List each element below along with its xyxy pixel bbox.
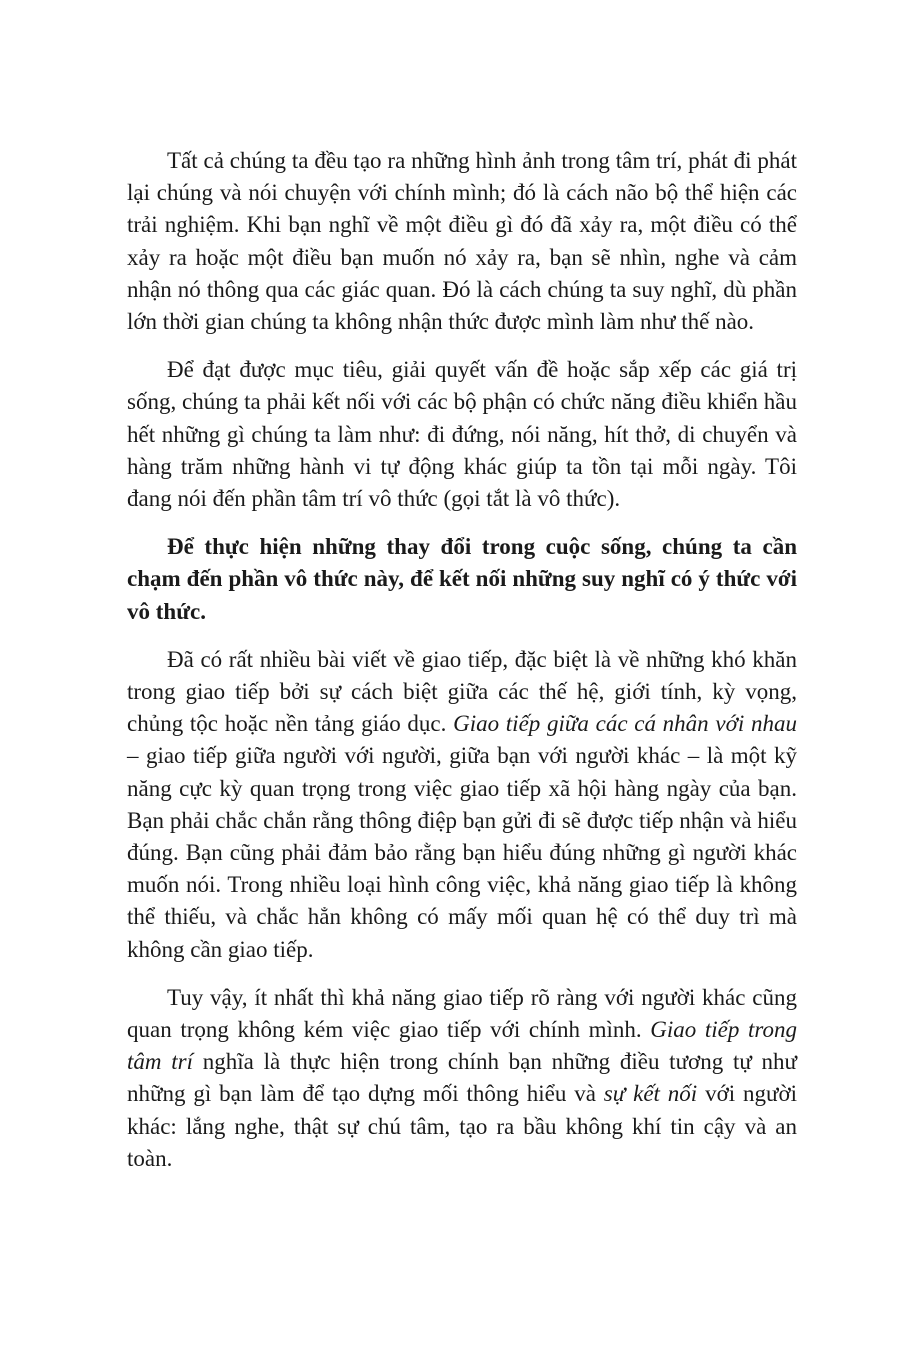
paragraph-1-text: Tất cả chúng ta đều tạo ra những hình ảnh trong tâm trí, phát đi phát lại chúng và nói chuyện với chính mình; đó là cách não bộ thể hiện các trải nghiệm. Khi bạn nghĩ về một điều gì đó đã xảy ra, một điều có thể xảy ra hoặc một điều bạn muốn nó xảy ra, bạn sẽ nhìn, nghe và cảm nhận nó thông qua các giác quan. Đó là cách chúng ta suy nghĩ, dù phần lớn thời gian chúng ta không nhận thức được mình làm như thế nào.: [127, 148, 797, 335]
paragraph-4-text-a: Đã có rất nhiều bài viết về giao tiếp, đặc biệt là về những khó khăn trong giao tiếp bởi sự cách biệt giữa các thế hệ, giới tính, kỳ vọng, chủng tộc hoặc nền tảng giáo dục.: [127, 646, 797, 737]
paragraph-4: [127, 644, 797, 966]
paragraph-3-bold: [127, 531, 797, 628]
book-page: [127, 145, 797, 1191]
paragraph-5-italic-term-1: Giao tiếp trong tâm trí: [127, 1017, 797, 1075]
paragraph-3-text: Để thực hiện những thay đổi trong cuộc sống, chúng ta cần chạm đến phần vô thức này, để kết nối những suy nghĩ có ý thức với vô thức.: [127, 534, 797, 624]
paragraph-1: [127, 145, 797, 338]
paragraph-4-text-b: – giao tiếp giữa người với người, giữa bạn với người khác – là một kỹ năng cực kỳ quan trọng trong việc giao tiếp xã hội hàng ngày của bạn. Bạn phải chắc chắn rằng thông điệp bạn gửi đi sẽ được tiếp nhận và hiểu đúng. Bạn cũng phải đảm bảo rằng bạn hiểu đúng những gì người khác muốn nói. Trong nhiều loại hình công việc, khả năng giao tiếp là không thể thiếu, và chắc hẳn không có mấy mối quan hệ có thể duy trì mà không cần giao tiếp.: [127, 743, 797, 962]
paragraph-2: [127, 354, 797, 515]
paragraph-5-text-b: nghĩa là thực hiện trong chính bạn những điều tương tự như những gì bạn làm để tạo dựng mối thông hiểu và: [127, 1049, 798, 1107]
paragraph-2-text: Để đạt được mục tiêu, giải quyết vấn đề hoặc sắp xếp các giá trị sống, chúng ta phải kết nối với các bộ phận có chức năng điều khiển hầu hết những gì chúng ta làm như: đi đứng, nói năng, hít thở, di chuyển và hàng trăm những hành vi tự động khác giúp ta tồn tại mỗi ngày. Tôi đang nói đến phần tâm trí vô thức (gọi tắt là vô thức).: [127, 357, 797, 512]
paragraph-5-text-c: với người khác: lắng nghe, thật sự chú tâm, tạo ra bầu không khí tin cậy và an toàn.: [127, 1081, 797, 1171]
paragraph-5: [127, 982, 797, 1175]
paragraph-5-italic-term-2: sự kết nối: [603, 1081, 698, 1107]
paragraph-5-text-a: Tuy vậy, ít nhất thì khả năng giao tiếp rõ ràng với người khác cũng quan trọng không kém việc giao tiếp với chính mình.: [127, 984, 797, 1043]
paragraph-4-italic-term: Giao tiếp giữa các cá nhân với nhau: [453, 711, 797, 737]
